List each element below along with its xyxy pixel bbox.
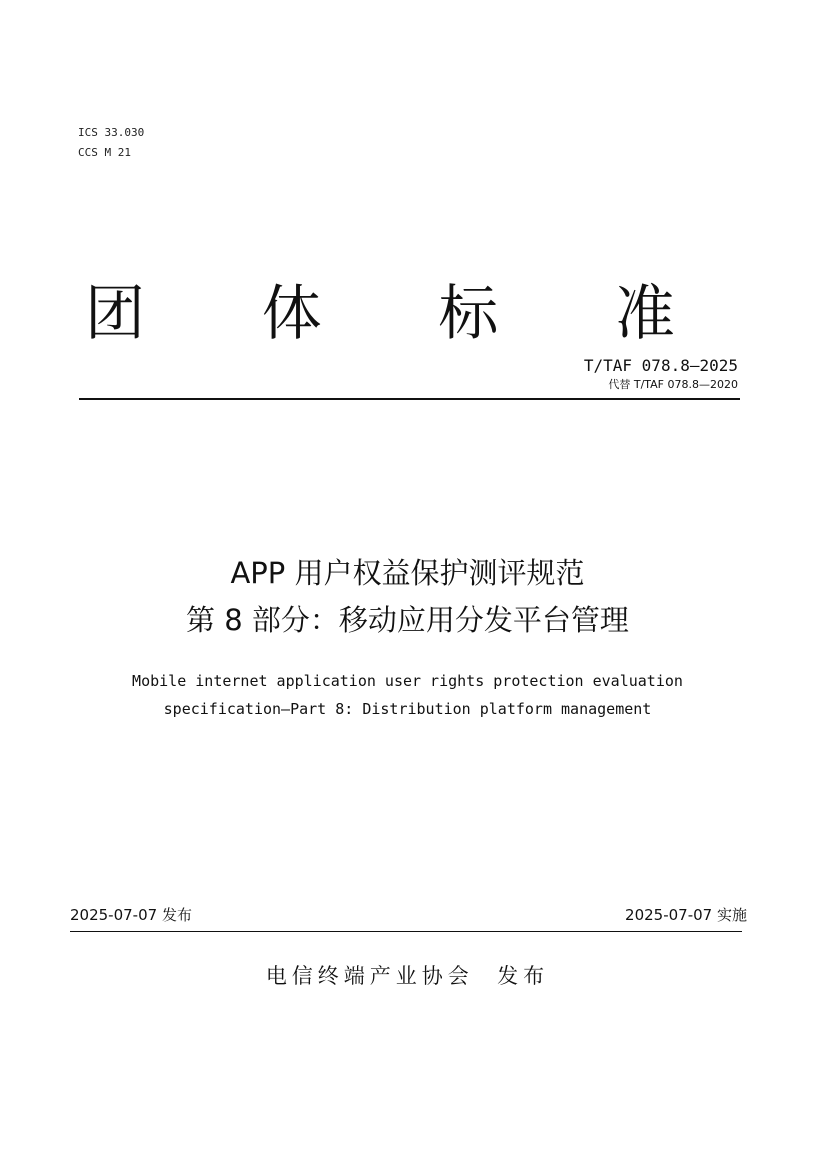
- title-english-line1: Mobile internet application user rights protection evaluation: [132, 672, 683, 690]
- ics-code: ICS 33.030: [78, 126, 145, 139]
- footer-divider: [70, 931, 742, 932]
- header-divider: [79, 398, 740, 400]
- standard-number: T/TAF 078.8—2025: [583, 356, 738, 375]
- implementation-date: 2025-07-07 实施: [625, 906, 747, 924]
- title-chinese-line2: 第 8 部分：移动应用分发平台管理: [186, 603, 629, 637]
- standard-type-char: 体: [261, 279, 322, 349]
- standard-type-char: 标: [438, 279, 499, 349]
- replaced-standard: 代替 T/TAF 078.8—2020: [608, 378, 738, 391]
- issuing-organization: 电信终端产业协会 发布: [265, 964, 550, 988]
- standard-type-char: 团: [85, 279, 145, 349]
- title-chinese-line1: APP 用户权益保护测评规范: [230, 556, 585, 590]
- standard-type-heading: [80, 278, 680, 350]
- classification-codes: [78, 123, 144, 163]
- standard-type-char: 准: [614, 279, 675, 349]
- title-english-line2: specification—Part 8: Distribution platform management: [163, 700, 652, 718]
- ccs-code: CCS M 21: [78, 146, 131, 159]
- publish-date: 2025-07-07 发布: [70, 906, 192, 924]
